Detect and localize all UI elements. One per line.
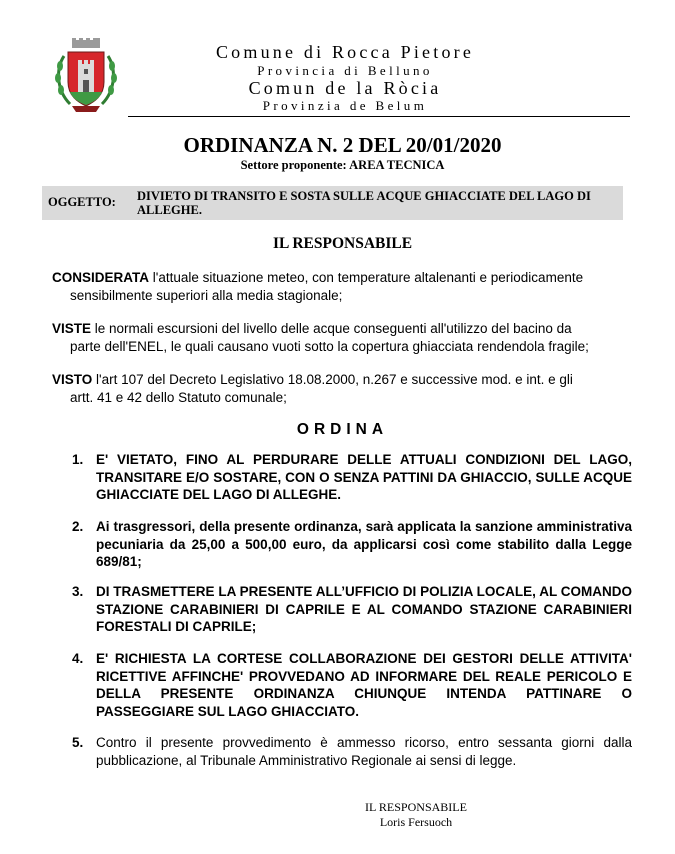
coat-of-arms-icon: [52, 38, 120, 114]
order-text: Ai trasgressori, della presente ordinanza, sarà applicata la sanzione amministrativa pecuniaria da 25,00 a 500,00 euro, da applicarsi così come stabilito dalla Legge 689/81;: [96, 519, 632, 569]
subject-label: OGGETTO:: [48, 195, 116, 209]
premise-text-continuation: sensibilmente superiori alla media stagionale;: [70, 288, 343, 303]
premise-text: l'art 107 del Decreto Legislativo 18.08.2000, n.267 e successive mod. e int. e gli: [92, 372, 573, 387]
municipality-name: Comune di Rocca Pietore: [215, 42, 475, 62]
municipality-name-ladin: Comun de la Ròcia: [248, 78, 442, 98]
order-number: 4.: [72, 651, 84, 666]
order-text: E' RICHIESTA LA CORTESE COLLABORAZIONE DEI GESTORI DELLE ATTIVITA' RICETTIVE AFFINCHE' PROVVEDANO AD INFORMARE DEL REALE PERICOLO E DELLA PRESENTE ORDINANZA CHIUNQUE INTENDA PATTINARE O PASSEGGIARE SUL LAGO GHIACCIATO.: [96, 651, 632, 719]
order-number: 3.: [72, 584, 84, 599]
order-text: DI TRASMETTERE LA PRESENTE ALL’UFFICIO DI POLIZIA LOCALE, AL COMANDO STAZIONE CARABINIERI DI CAPRILE E AL COMANDO STAZIONE CARABINIERI FORESTALI DI CAPRILE;: [96, 584, 632, 634]
order-text: E' VIETATO, FINO AL PERDURARE DELLE ATTUALI CONDIZIONI DEL LAGO, TRANSITARE E/O SOSTARE, CON O SENZA PATTINI DA GHIACCIO, SULLE ACQUE GHIACCIATE DEL LAGO DI ALLEGHE.: [96, 452, 632, 502]
premise-considerata: [52, 269, 632, 305]
order-text: Contro il presente provvedimento è ammesso ricorso, entro sessanta giorni dalla pubblicazione, al Tribunale Amministrativo Regionale ai sensi di legge.: [96, 735, 632, 768]
header-divider: [128, 116, 630, 117]
subject-text: DIVIETO DI TRANSITO E SOSTA SULLE ACQUE GHIACCIATE DEL LAGO DI ALLEGHE.: [137, 189, 591, 217]
province-name: Provincia di Belluno: [257, 63, 433, 78]
order-item: [72, 650, 632, 720]
premise-visto: [52, 371, 632, 407]
responsible-heading: IL RESPONSABILE: [272, 235, 413, 252]
premise-keyword: CONSIDERATA: [52, 270, 149, 285]
order-number: 2.: [72, 519, 84, 534]
ordinance-title: ORDINANZA N. 2 DEL 20/01/2020: [183, 133, 502, 157]
order-number: 5.: [72, 735, 84, 750]
premise-text-continuation: artt. 41 e 42 dello Statuto comunale;: [70, 390, 287, 405]
proposing-sector: Settore proponente: AREA TECNICA: [240, 158, 445, 172]
province-name-ladin: Provinzia de Belum: [262, 98, 428, 113]
order-item: [72, 451, 632, 504]
premise-text: l'attuale situazione meteo, con temperature altalenanti e periodicamente: [149, 270, 584, 285]
premise-text-continuation: parte dell'ENEL, le quali causano vuoti sotto la copertura ghiacciata rendendola fragile;: [70, 339, 589, 354]
order-item: [72, 734, 632, 769]
order-item: [72, 518, 632, 571]
signature-title: IL RESPONSABILE: [365, 800, 467, 814]
premise-text: le normali escursioni del livello delle acque conseguenti all'utilizzo del bacino da: [91, 321, 572, 336]
premise-keyword: VISTO: [52, 372, 93, 387]
premise-keyword: VISTE: [52, 321, 92, 336]
premise-viste: [52, 320, 632, 356]
ordina-heading: ORDINA: [296, 421, 389, 438]
order-item: [72, 583, 632, 636]
order-number: 1.: [72, 452, 84, 467]
signature-name: Loris Fersuoch: [379, 815, 453, 829]
